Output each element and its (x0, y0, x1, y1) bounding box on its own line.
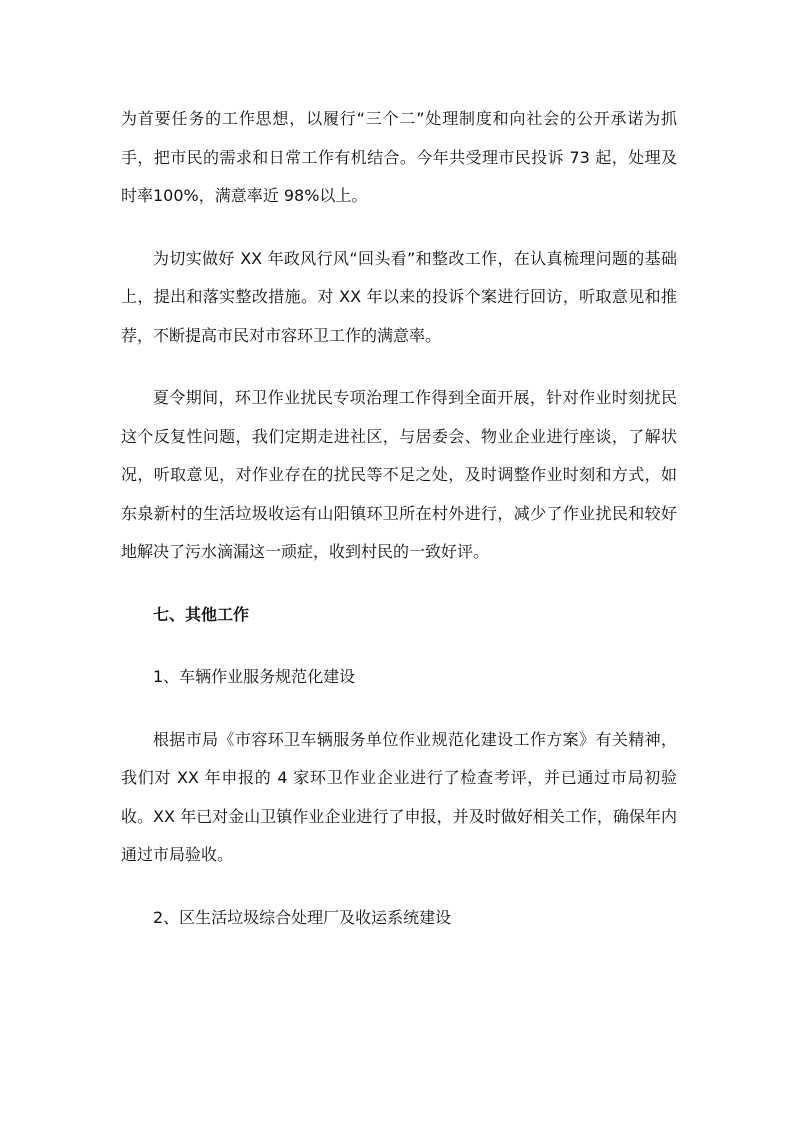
paragraph-gap (121, 355, 677, 379)
paragraph-review-rectification: 为切实做好 XX 年政风行风“回头看”和整改工作，在认真梳理问题的基础上，提出和落实整改措施。对 XX 年以来的投诉个案进行回访，听取意见和推荐，不断提高市民对市容环卫工作的满意率。 (121, 248, 677, 345)
paragraph-gap (121, 216, 677, 240)
section-heading-other-work: 七、其他工作 (153, 604, 250, 624)
paragraph-gap (121, 875, 677, 899)
paragraph-gap (121, 634, 677, 658)
paragraph-gap (121, 572, 677, 596)
paragraph-vehicle-standardization: 根据市局《市容环卫车辆服务单位作业规范化建设工作方案》有关精神，我们对 XX 年申报的 4 家环卫作业企业进行了检查考评，并已通过市局初验收。XX 年已对金山卫镇作业企业进行了申报，并及时做好相关工作，确保年内通过市局验收。 (121, 729, 677, 864)
subheading-waste-plant: 2、区生活垃圾综合处理厂及收运系统建设 (153, 907, 452, 927)
paragraph-summer-governance: 夏令期间，环卫作业扰民专项治理工作得到全面开展，针对作业时刻扰民这个反复性问题，我们定期走进社区，与居委会、物业企业进行座谈，了解状况，听取意见，对作业存在的扰民等不足之处，及时调整作业时刻和方式，如东泉新村的生活垃圾收运有山阳镇环卫所在村外进行，减少了作业扰民和较好地解决了污水滴漏这一顽症，收到村民的一致好评。 (121, 388, 677, 561)
document-body (121, 100, 677, 937)
subheading-vehicle-standardization: 1、车辆作业服务规范化建设 (153, 667, 356, 686)
paragraph-complaints: 为首要任务的工作思想，以履行“三个二”处理制度和向社会的公开承诺为抓手，把市民的需求和日常工作有机结合。今年共受理市民投诉 73 起，处理及时率100%，满意率近 98%以上。 (121, 109, 677, 205)
paragraph-gap (121, 697, 677, 721)
